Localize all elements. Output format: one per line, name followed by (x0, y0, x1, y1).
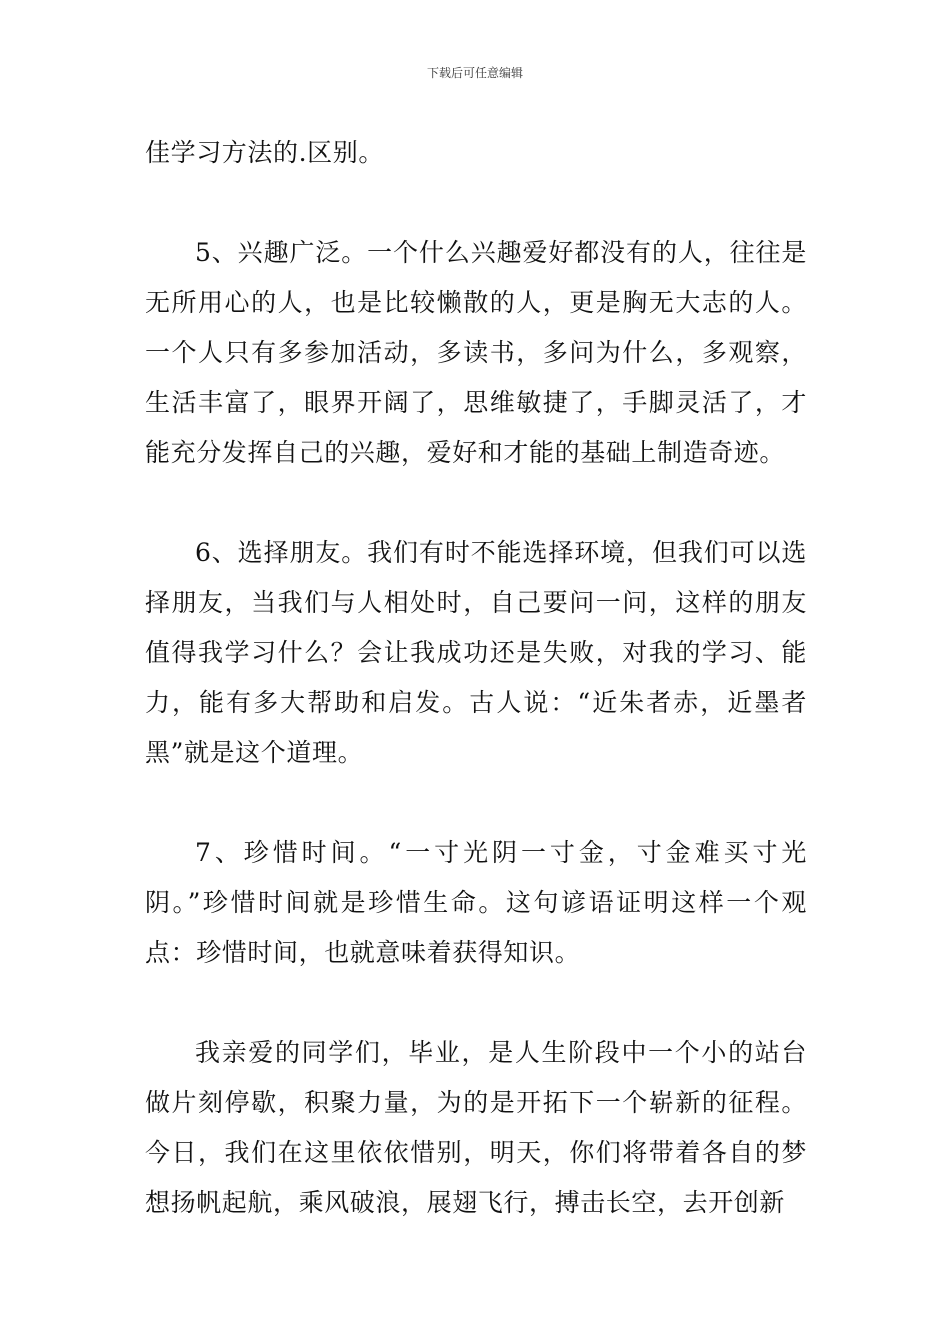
paragraph-friends: 6、选择朋友。我们有时不能选择环境，但我们可以选择朋友，当我们与人相处时，自己要问一问，这样的朋友值得我学习什么？会让我成功还是失败，对我的学习、能力，能有多大帮助和启发。古人说：“近朱者赤，近墨者黑”就是这个道理。 (145, 538, 807, 767)
paragraph-spacer (145, 978, 807, 1028)
paragraph-spacer (145, 778, 807, 828)
paragraph-spacer (145, 178, 807, 228)
document-body (145, 128, 807, 1228)
paragraph-spacer (145, 478, 807, 528)
paragraph-time: 7、珍惜时间。“一寸光阴一寸金，寸金难买寸光阴。”珍惜时间就是珍惜生命。这句谚语证明这样一个观点：珍惜时间，也就意味着获得知识。 (145, 838, 807, 967)
page-header-note: 下载后可任意编辑 (426, 66, 523, 80)
paragraph-continuation: 佳学习方法的.区别。 (145, 138, 384, 167)
paragraph-interests: 5、兴趣广泛。一个什么兴趣爱好都没有的人，往往是无所用心的人，也是比较懒散的人，更是胸无大志的人。一个人只有多参加活动，多读书，多问为什么，多观察，生活丰富了，眼界开阔了，思维敏捷了，手脚灵活了，才能充分发挥自己的兴趣，爱好和才能的基础上制造奇迹。 (145, 238, 807, 467)
paragraph-farewell: 我亲爱的同学们，毕业，是人生阶段中一个小的站台做片刻停歇，积聚力量，为的是开拓下一个崭新的征程。今日，我们在这里依依惜别，明天，你们将带着各自的梦想扬帆起航，乘风破浪，展翅飞行，搏击长空，去开创新 (145, 1038, 807, 1217)
